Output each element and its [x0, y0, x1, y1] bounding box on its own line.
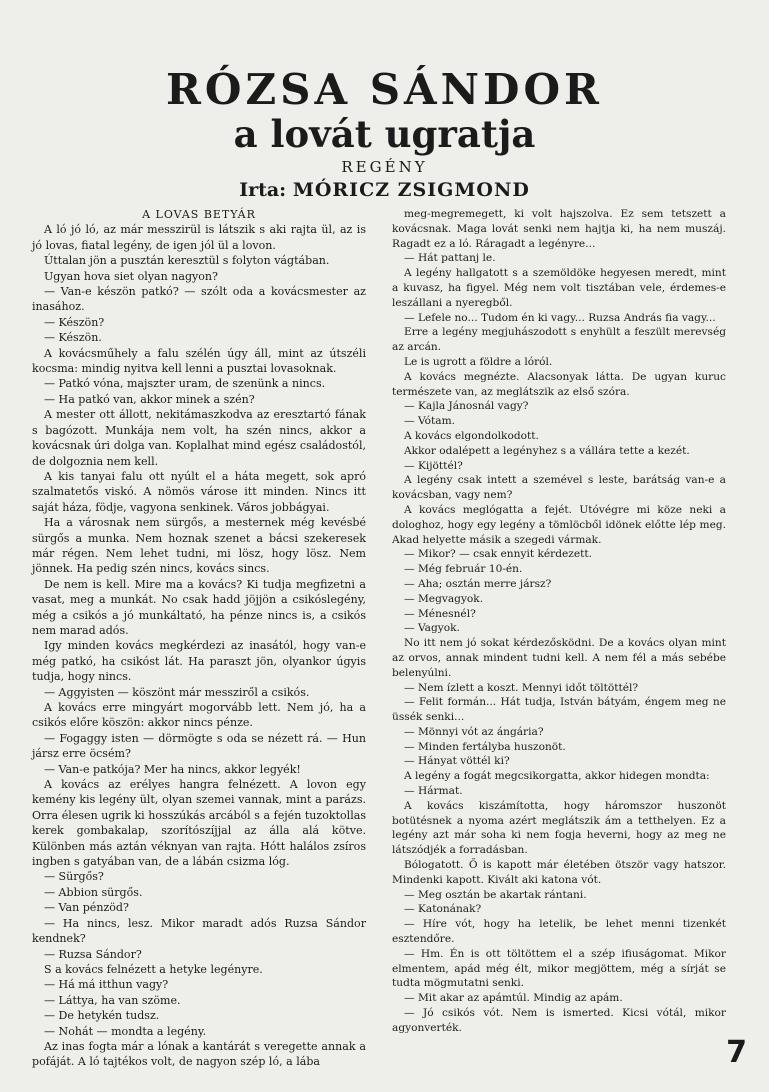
paragraph: — Há má itthun vagy? — [44, 978, 169, 992]
paragraph: — Meg osztán be akartak rántani. — [404, 888, 587, 901]
paragraph: — Vagyok. — [404, 622, 460, 635]
paragraph: — Hát pattanj le. — [404, 252, 496, 265]
paragraph: A kovács az erélyes hangra felnézett. A lovon egy kemény kis legény ült, olyan szemei vannak, mint a parázs. Orra élesen ugrik ki hosszúkás arcából s a fején tuzoktollas kerek gombakalap, szorítószíjjal az álla alá kötve. Különben más aztán véknyan van rajta. Hótt halálos zsíros ingben s gatyában van, de a lábán csizma lóg. — [32, 778, 366, 869]
paragraph: De nem is kell. Mire ma a kovács? Ki tudja megfizetni a vasat, meg a munkát. No csak hadd jöjjön a csikóslegény, még a csikós a jó munkáltató, ha pénze nincs is, a csikós nem marad adós. — [32, 577, 366, 637]
paragraph: — Hármat. — [404, 785, 463, 798]
paragraph: — Ménesnél? — [404, 607, 476, 620]
paragraph: A ló jó ló, az már messzirül is látszik s aki rajta ül, az is jó lovas, fiatal legény, de igen jól ül a lovon. — [32, 223, 366, 252]
article-header — [0, 66, 769, 202]
paragraph: — Aggyisten — köszönt már messziről a csikós. — [44, 685, 310, 699]
paragraph: — Aha; osztán merre jársz? — [404, 577, 552, 590]
paragraph: Az inas fogta már a lónak a kantárát s veregette annak a pofáját. A ló tajtékos volt, de nagyon szép ló, a lába — [32, 1039, 366, 1069]
text-column-left — [32, 207, 366, 1070]
paragraph: A legény hallgatott s a szemöldöke hegyesen meredt, mint a kuvasz, ha figyel. Még nem volt tisztában vele, érdemes-e leszállani a nyeregből. — [392, 267, 726, 309]
paragraph: — Patkó vóna, majszter uram, de szenünk a nincs. — [44, 377, 326, 391]
paragraph: — Láttya, ha van szöme. — [44, 993, 181, 1007]
paragraph: — Kajla Jánosnál vagy? — [404, 400, 529, 413]
paragraph: — Hm. Én is ott töltöttem el a szép ifiuságomat. Mikor elmentem, apád még élt, mikor megjöttem, még a sírját se tudta mögmutatni senki. — [392, 947, 726, 990]
paragraph: — Kijöttél? — [404, 459, 463, 472]
paragraph: — Megvagyok. — [404, 592, 484, 605]
paragraph: — Lefele no... Tudom én ki vagy... Ruzsa András fia vagy... — [404, 311, 716, 324]
paragraph: — Ruzsa Sándor? — [44, 947, 142, 961]
author-name: MÓRICZ ZSIGMOND — [292, 179, 530, 201]
paragraph: Ugyan hova siet olyan nagyon? — [44, 269, 218, 283]
paragraph: — Hányat vöttél ki? — [404, 755, 510, 768]
byline — [0, 178, 769, 202]
paragraph: A mester ott állott, nekitámaszkodva az eresztartó fának s bagózott. Munkája nem volt, ha szén nincs, akkor a kovácsnak úri dolga van. Koplalhat mind egész családostól, de dolgoznia nem kell. — [32, 408, 366, 468]
paragraph: A legény csak intett a szemével s leste, barátság van-e a kovácsban, vagy nem? — [392, 474, 726, 502]
paragraph: A kovács meglógatta a fejét. Utóvégre mi köze neki a dologhoz, hogy egy legény a tömlöcből idönek előtte lép meg. Akad helyette másik a szegedi vármak. — [392, 503, 726, 546]
paragraph: — Készön. — [44, 331, 102, 345]
paragraph: A kovács kiszámította, hogy háromszor huszonöt botütésnek a nyoma azért meglátszik ám a tetthelyen. Ez a legény azt már soha ki nem fogja heverni, hogy az meg ne látszódjék a forradásban. — [392, 799, 726, 857]
paragraph: — Híre vót, hogy ha letelik, be lehet menni tizenkét esztendőre. — [392, 918, 726, 946]
paragraph: — Fogaggy isten — dörmögte s oda se nézett rá. — Hun jársz erre öcsém? — [32, 731, 366, 761]
paragraph: Úttalan jön a pusztán keresztül s folyton vágtában. — [44, 254, 330, 268]
paragraph: — Ha patkó van, akkor minek a szén? — [44, 392, 255, 406]
text-column-right — [392, 207, 726, 1036]
paragraph: — Van-e patkója? Mer ha nincs, akkor legyék! — [44, 762, 301, 776]
paragraph: — Mikor? — csak ennyit kérdezett. — [404, 548, 592, 561]
paragraph: A kovács megnézte. Alacsonyak látta. De ugyan kuruc természete van, az meglátszik az első szóra. — [392, 370, 726, 398]
paragraph: Bólogatott. Ő is kapott már életében ötször vagy hatszor. Mindenki kapott. Kivált aki katona vót. — [392, 859, 726, 886]
paragraph: — De hetykén tudsz. — [44, 1009, 160, 1023]
genre-label: REGÉNY — [341, 158, 428, 176]
paragraph: — Van pénzöd? — [44, 901, 129, 915]
paragraph: — Mit akar az apámtúl. Mindig az apám. — [404, 992, 623, 1005]
paragraph: — Abbion sürgős. — [44, 885, 143, 899]
paragraph: — Felit formán... Hát tudja, István bátyám, éngem meg ne üssék senki... — [392, 696, 726, 724]
paragraph: Erre a legény megjuhászodott s enyhült a feszült merevség az arcán. — [392, 326, 726, 354]
paragraph: A kovács elgondolkodott. — [404, 429, 539, 442]
section-title: A LOVAS BETYÁR — [142, 208, 256, 221]
paragraph: — Minden fertályba huszonöt. — [404, 740, 566, 753]
paragraph: — Nem ízlett a koszt. Mennyi időt töltöttél? — [404, 681, 639, 694]
paragraph: — Mönnyi vót az ángária? — [404, 725, 544, 738]
paragraph: — Készön? — [44, 315, 105, 329]
paragraph: Igy minden kovács megkérdezi az inasától, hogy van-e még patkó, ha csikóst lát. Ha paraszt jön, olyankor úgyis tudja, hogy nincs. — [32, 639, 366, 684]
article-title: RÓZSA SÁNDOR — [166, 65, 603, 114]
paragraph: A kis tanyai falu ott nyúlt el a háta megett, sok apró szalmatetős viskó. A nömös várose itt minden. Nincs itt saját háza, födje, vagyona senkinek. Város jobbágyai. — [32, 469, 366, 514]
paragraph: — Ha nincs, lesz. Mikor maradt adós Ruzsa Sándor kendnek? — [32, 916, 366, 946]
paragraph: No itt nem jó sokat kérdezősködni. De a kovács olyan mint az orvos, annak mindent tudni kell. A nem fél a más sebébe belenyúlni. — [392, 637, 726, 679]
paragraph: A legény a fogát megcsikorgatta, akkor hidegen mondta: — [404, 770, 710, 783]
paragraph: — Még február 10-én. — [404, 563, 523, 576]
page-number: 7 — [726, 1035, 747, 1070]
paragraph: meg-megremegett, ki volt hajszolva. Ez sem tetszett a kovácsnak. Maga lovát senki nem hajtja ki, ha nem muszáj. Ragadt ez a ló. Ráragadt a legényre... — [392, 208, 726, 250]
paragraph: — Nohát — mondta a legény. — [44, 1024, 207, 1038]
paragraph: Akkor odalépett a legényhez s a vállára tette a kezét. — [404, 444, 690, 457]
article-subtitle: a lovát ugratja — [233, 112, 536, 156]
paragraph: Ha a városnak nem sürgős, a mesternek még kevésbé sürgős a munka. Nem hoznak szenet a bácsi szekeresek már régen. Nem lehet tudni, mi lösz, hogy lösz. Nem jönnek. Ha pedig szén nincs, kovács sincs. — [32, 516, 366, 576]
paragraph: — Jó csikós vót. Nem is ismerted. Kicsi vótál, mikor agyonverték. — [392, 1007, 726, 1034]
paragraph: — Katonának? — [404, 903, 482, 916]
paragraph: — Sürgős? — [44, 870, 104, 884]
paragraph: — Van-e készön patkó? — szólt oda a kovácsmester az inasához. — [32, 285, 366, 314]
paragraph: A kovács erre mingyárt mogorvább lett. Nem jó, ha a csikós előre köszön: akkor nincs pénze. — [32, 701, 366, 730]
byline-prefix: Irta: — [239, 179, 287, 201]
paragraph: — Vótam. — [404, 415, 456, 428]
paragraph: A kovácsműhely a falu szélén úgy áll, mint az útszéli kocsma: mindig nyitva kell lenni a pusztai lovasoknak. — [32, 346, 366, 376]
paragraph: Le is ugrott a földre a lóról. — [404, 355, 553, 368]
paragraph: S a kovács felnézett a hetyke legényre. — [44, 962, 263, 976]
